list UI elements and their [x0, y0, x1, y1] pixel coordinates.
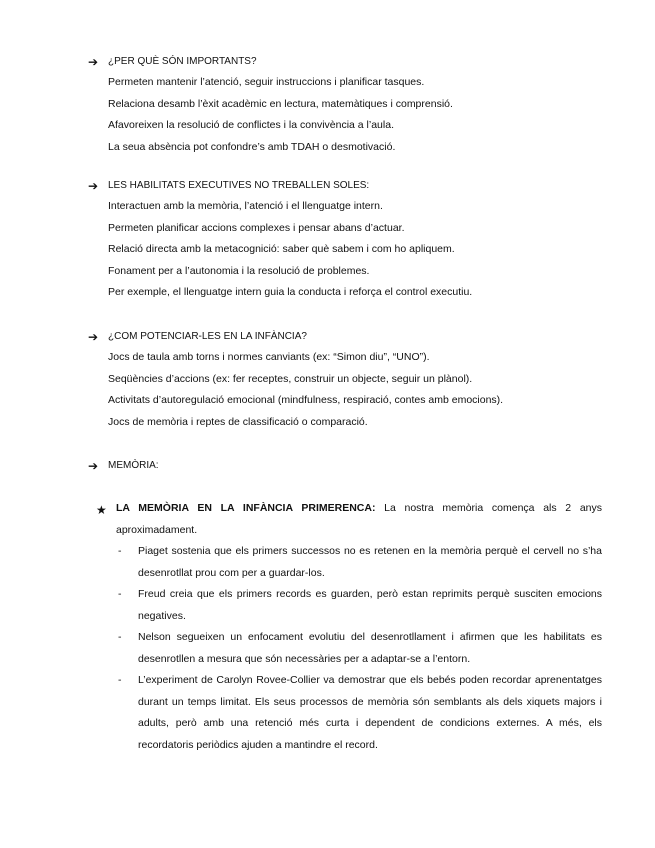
list-item: Relaciona desamb l’èxit acadèmic en lectura, matemàtiques i comprensió. [108, 97, 453, 110]
section-heading [0, 52, 655, 72]
section-memory [0, 456, 655, 476]
dash-icon: - [118, 545, 122, 557]
section-title: MEMÒRIA: [108, 460, 159, 471]
list-item: La seua absència pot confondre’s amb TDAH o desmotivació. [108, 140, 396, 153]
list-item: Fonament per a l’autonomia i la resolució de problemes. [108, 264, 370, 277]
list-item: Permeten mantenir l’atenció, seguir instruccions i planificar tasques. [108, 76, 425, 88]
list-item-text: L’experiment de Carolyn Rovee-Collier va demostrar que els bebés poden recordar aprenentatges durant un temps limitat. Els seus processos de memòria són semblants als dels xiquets majors i adults, però amb una retenció més curta i dependent de condicions externes. A més, els recordatoris periòdics ajuden a mantindre el record. [138, 674, 602, 751]
memory-intro [116, 498, 602, 541]
star-icon: ★ [96, 503, 107, 517]
arrow-icon: ➔ [88, 330, 99, 344]
list-item: Jocs de taula amb torns i normes canviants (ex: “Simon diu”, “UNO”). [108, 351, 430, 363]
arrow-icon: ➔ [88, 55, 99, 69]
section-heading [0, 327, 655, 347]
list-item-text: Nelson segueixen un enfocament evolutiu del desenrotllament i afirmen que les habilitats es desenrotllen a mesura que són necessàries per a adaptar-se a l’entorn. [138, 631, 602, 665]
list-item: Jocs de memòria i reptes de classificació o comparació. [108, 415, 368, 428]
list-item-text: Piaget sostenia que els primers successos no es retenen en la memòria perquè el cervell no s’ha desenrotllat prou com per a guardar-los. [138, 545, 602, 579]
dash-icon: - [118, 674, 122, 686]
dash-icon: - [118, 588, 122, 600]
memory-intro-text: La nostra memòria comença als 2 anys aproximadament. [116, 502, 603, 536]
list-item-text: Freud creia que els primers records es guarden, però estan reprimits perquè susciten emocions negatives. [138, 588, 602, 622]
section-title: LES HABILITATS EXECUTIVES NO TREBALLEN SOLES: [108, 180, 370, 191]
memory-lead: LA MEMÒRIA EN LA INFÀNCIA PRIMERENCA: [116, 502, 376, 514]
section-importance [0, 52, 655, 158]
list-item: Permeten planificar accions complexes i pensar abans d’actuar. [108, 221, 405, 234]
arrow-icon: ➔ [88, 459, 99, 473]
section-heading [0, 456, 655, 476]
list-item [118, 541, 602, 584]
list-item [118, 584, 602, 627]
list-item: Interactuen amb la memòria, l’atenció i el llenguatge intern. [108, 200, 383, 212]
list-item: Activitats d’autoregulació emocional (mindfulness, respiració, contes amb emocions). [108, 394, 504, 406]
section-heading [0, 176, 655, 196]
arrow-icon: ➔ [88, 179, 99, 193]
list-item: Afavoreixen la resolució de conflictes i la convivència a l’aula. [108, 119, 394, 131]
list-item [118, 670, 602, 756]
section-not-alone [0, 176, 655, 304]
section-title: ¿PER QUÈ SÓN IMPORTANTS? [108, 56, 257, 67]
memory-block [0, 498, 655, 756]
section-childhood [0, 327, 655, 433]
list-item: Relació directa amb la metacognició: saber què sabem i com ho apliquem. [108, 243, 455, 255]
section-title: ¿COM POTENCIAR-LES EN LA INFÀNCIA? [108, 331, 307, 342]
list-item [118, 627, 602, 670]
list-item: Per exemple, el llenguatge intern guia la conducta i reforça el control executiu. [108, 286, 473, 298]
dash-icon: - [118, 631, 122, 643]
list-item: Seqüències d’accions (ex: fer receptes, construir un objecte, seguir un plànol). [108, 372, 473, 385]
